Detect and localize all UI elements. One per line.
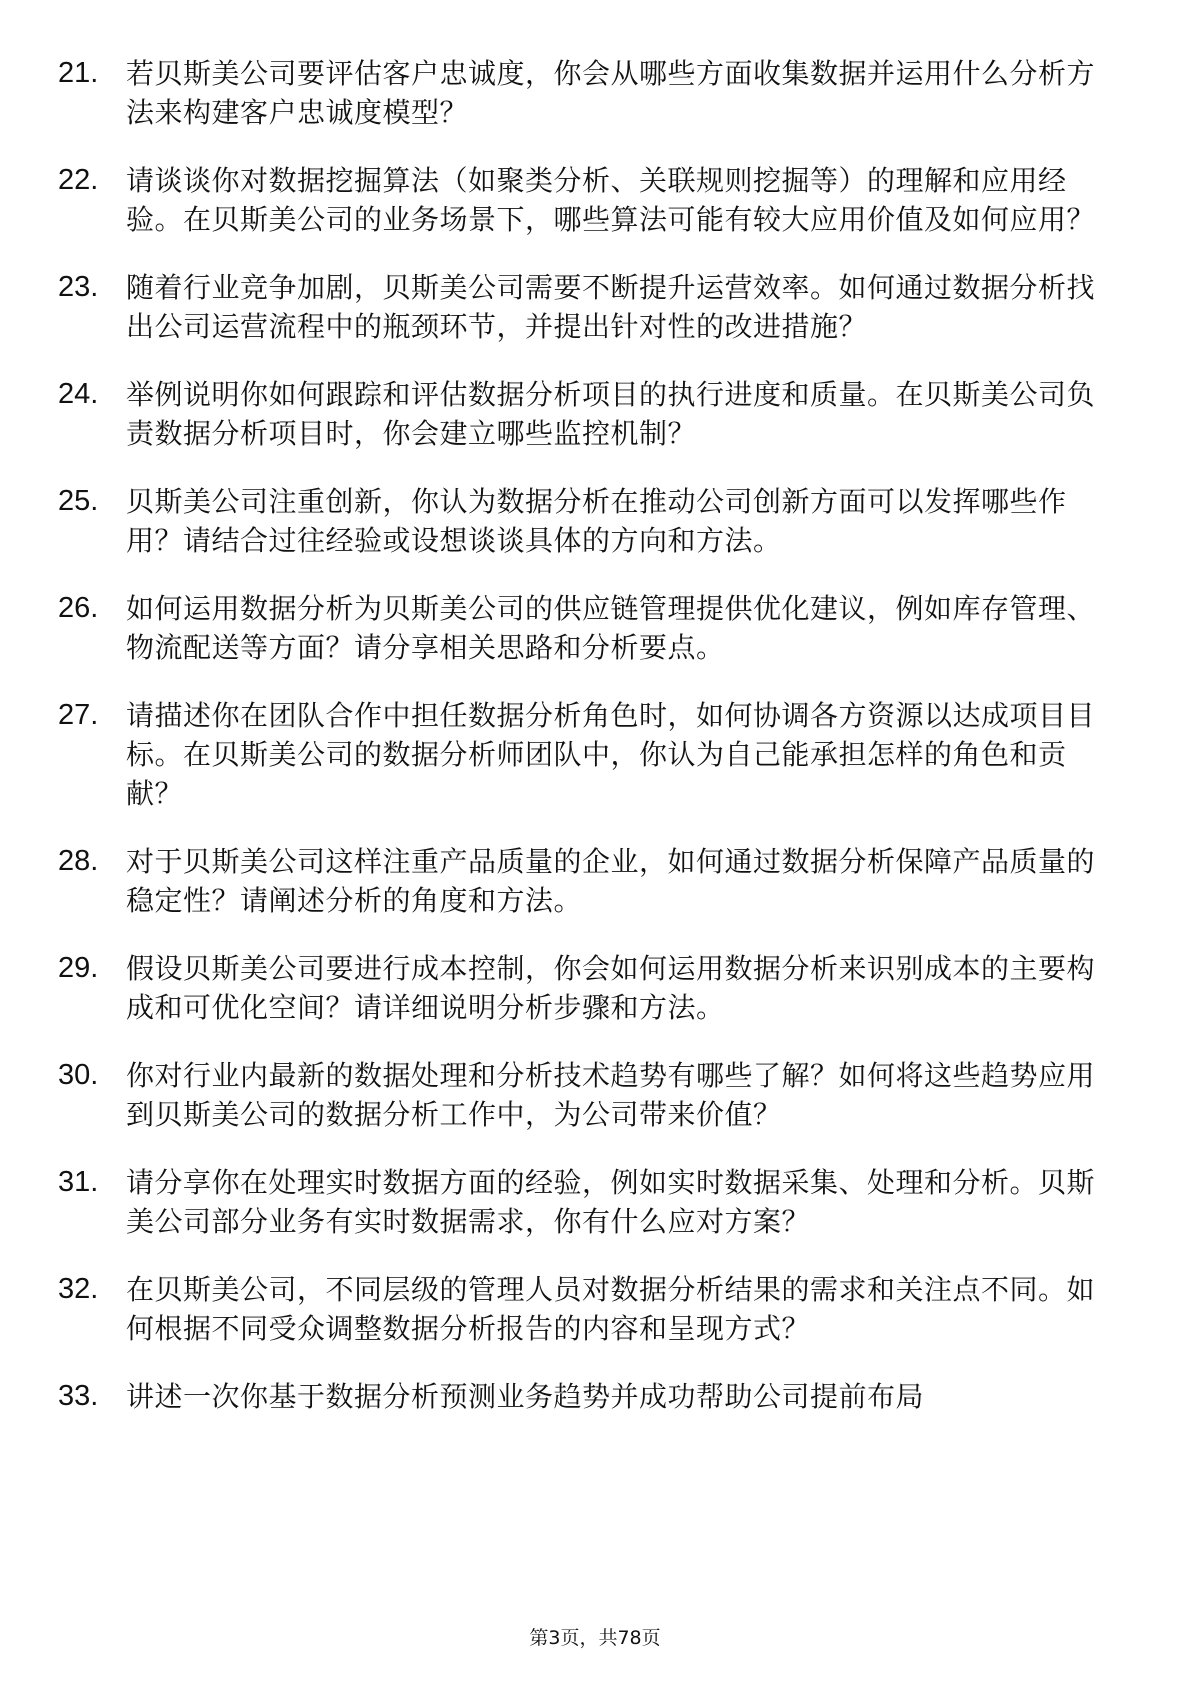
question-text: 对于贝斯美公司这样注重产品质量的企业，如何通过数据分析保障产品质量的稳定性？请阐述分析的角度和方法。 bbox=[126, 845, 1096, 917]
question-number: 26. bbox=[58, 592, 99, 624]
question-text: 你对行业内最新的数据处理和分析技术趋势有哪些了解？如何将这些趋势应用到贝斯美公司的数据分析工作中，为公司带来价值？ bbox=[126, 1059, 1096, 1131]
question-item bbox=[58, 268, 1110, 346]
question-number: 33. bbox=[58, 1380, 99, 1412]
question-text: 举例说明你如何跟踪和评估数据分析项目的执行进度和质量。在贝斯美公司负责数据分析项目时，你会建立哪些监控机制？ bbox=[126, 378, 1096, 450]
question-item bbox=[58, 842, 1110, 920]
question-text: 假设贝斯美公司要进行成本控制，你会如何运用数据分析来识别成本的主要构成和可优化空间？请详细说明分析步骤和方法。 bbox=[126, 952, 1096, 1024]
question-text: 请描述你在团队合作中担任数据分析角色时，如何协调各方资源以达成项目目标。在贝斯美公司的数据分析师团队中，你认为自己能承担怎样的角色和贡献？ bbox=[126, 699, 1096, 810]
question-text: 在贝斯美公司，不同层级的管理人员对数据分析结果的需求和关注点不同。如何根据不同受众调整数据分析报告的内容和呈现方式？ bbox=[126, 1273, 1096, 1345]
question-number: 25. bbox=[58, 485, 99, 517]
question-list bbox=[58, 54, 1110, 1445]
question-number: 28. bbox=[58, 845, 99, 877]
question-number: 31. bbox=[58, 1166, 99, 1198]
question-item bbox=[58, 1377, 1110, 1416]
question-number: 22. bbox=[58, 164, 99, 196]
question-number: 30. bbox=[58, 1059, 99, 1091]
question-number: 32. bbox=[58, 1273, 99, 1305]
question-text: 贝斯美公司注重创新，你认为数据分析在推动公司创新方面可以发挥哪些作用？请结合过往经验或设想谈谈具体的方向和方法。 bbox=[126, 485, 1067, 557]
question-number: 27. bbox=[58, 699, 99, 731]
question-number: 23. bbox=[58, 271, 99, 303]
question-text: 若贝斯美公司要评估客户忠诚度，你会从哪些方面收集数据并运用什么分析方法来构建客户忠诚度模型？ bbox=[126, 57, 1096, 129]
question-number: 21. bbox=[58, 57, 99, 89]
page-indicator: 第3页，共78页 bbox=[529, 1627, 661, 1649]
question-text: 随着行业竞争加剧，贝斯美公司需要不断提升运营效率。如何通过数据分析找出公司运营流程中的瓶颈环节，并提出针对性的改进措施？ bbox=[126, 271, 1096, 343]
question-text: 请分享你在处理实时数据方面的经验，例如实时数据采集、处理和分析。贝斯美公司部分业务有实时数据需求，你有什么应对方案？ bbox=[126, 1166, 1096, 1238]
question-item bbox=[58, 1270, 1110, 1348]
question-text: 请谈谈你对数据挖掘算法（如聚类分析、关联规则挖掘等）的理解和应用经验。在贝斯美公司的业务场景下，哪些算法可能有较大应用价值及如何应用？ bbox=[126, 164, 1096, 236]
question-item bbox=[58, 696, 1110, 813]
question-text: 讲述一次你基于数据分析预测业务趋势并成功帮助公司提前布局 bbox=[126, 1380, 925, 1413]
question-item bbox=[58, 375, 1110, 453]
question-item bbox=[58, 1163, 1110, 1241]
question-number: 24. bbox=[58, 378, 99, 410]
question-item bbox=[58, 589, 1110, 667]
question-number: 29. bbox=[58, 952, 99, 984]
question-item bbox=[58, 482, 1110, 560]
question-item bbox=[58, 161, 1110, 239]
question-item bbox=[58, 54, 1110, 132]
question-text: 如何运用数据分析为贝斯美公司的供应链管理提供优化建议，例如库存管理、物流配送等方面？请分享相关思路和分析要点。 bbox=[126, 592, 1096, 664]
question-item bbox=[58, 1056, 1110, 1134]
question-item bbox=[58, 949, 1110, 1027]
